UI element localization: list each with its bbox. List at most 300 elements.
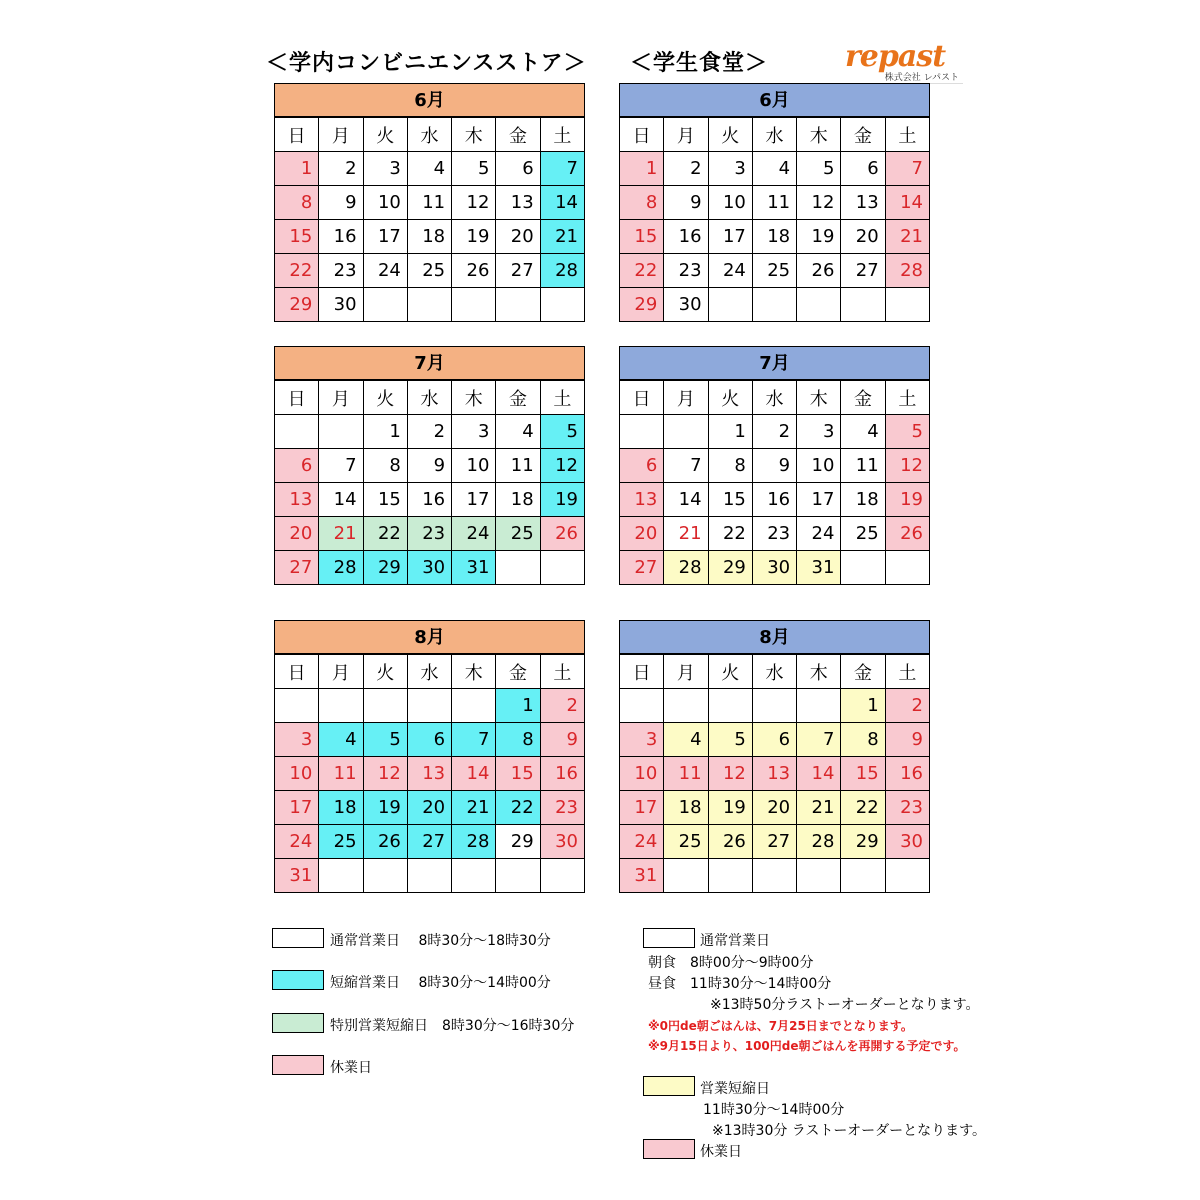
day-cell: 7 bbox=[797, 723, 841, 757]
day-cell: 9 bbox=[319, 186, 363, 220]
empty-cell bbox=[885, 288, 929, 322]
day-cell: 17 bbox=[452, 483, 496, 517]
weekday-label: 月 bbox=[664, 655, 708, 689]
day-cell: 18 bbox=[664, 791, 708, 825]
week-row bbox=[620, 825, 930, 859]
day-cell: 4 bbox=[319, 723, 363, 757]
day-cell: 21 bbox=[885, 220, 929, 254]
weekday-row bbox=[620, 118, 930, 152]
day-cell: 16 bbox=[319, 220, 363, 254]
day-cell: 28 bbox=[452, 825, 496, 859]
day-cell: 31 bbox=[797, 551, 841, 585]
weekday-label: 金 bbox=[841, 118, 885, 152]
empty-cell bbox=[620, 689, 664, 723]
day-cell: 7 bbox=[540, 152, 584, 186]
weekday-label: 水 bbox=[752, 381, 796, 415]
empty-cell bbox=[452, 288, 496, 322]
month-header: 7月 bbox=[619, 346, 930, 380]
day-cell: 2 bbox=[752, 415, 796, 449]
weekday-label: 金 bbox=[496, 118, 540, 152]
weekday-label: 火 bbox=[708, 381, 752, 415]
day-cell: 27 bbox=[620, 551, 664, 585]
day-cell: 17 bbox=[275, 791, 319, 825]
calendar-grid bbox=[274, 380, 585, 585]
week-row bbox=[275, 791, 585, 825]
day-cell: 8 bbox=[275, 186, 319, 220]
day-cell: 13 bbox=[620, 483, 664, 517]
day-cell: 10 bbox=[275, 757, 319, 791]
day-cell: 29 bbox=[496, 825, 540, 859]
day-cell: 7 bbox=[452, 723, 496, 757]
weekday-label: 土 bbox=[885, 118, 929, 152]
empty-cell bbox=[708, 288, 752, 322]
empty-cell bbox=[363, 689, 407, 723]
day-cell: 23 bbox=[752, 517, 796, 551]
week-row bbox=[620, 757, 930, 791]
calendar-grid bbox=[619, 654, 930, 893]
day-cell: 29 bbox=[708, 551, 752, 585]
weekday-label: 火 bbox=[363, 381, 407, 415]
cafe-legend-swatch-closed bbox=[643, 1139, 695, 1159]
day-cell: 9 bbox=[540, 723, 584, 757]
weekday-label: 日 bbox=[620, 381, 664, 415]
week-row bbox=[275, 449, 585, 483]
weekday-row bbox=[620, 381, 930, 415]
day-cell: 1 bbox=[363, 415, 407, 449]
logo-wordmark: repast bbox=[845, 39, 946, 74]
day-cell: 1 bbox=[708, 415, 752, 449]
day-cell: 14 bbox=[319, 483, 363, 517]
day-cell: 30 bbox=[752, 551, 796, 585]
weekday-row bbox=[620, 655, 930, 689]
month-header: 6月 bbox=[619, 83, 930, 117]
store-june-calendar bbox=[274, 83, 585, 322]
day-cell: 21 bbox=[319, 517, 363, 551]
day-cell: 17 bbox=[708, 220, 752, 254]
empty-cell bbox=[797, 689, 841, 723]
empty-cell bbox=[708, 689, 752, 723]
day-cell: 27 bbox=[275, 551, 319, 585]
day-cell: 21 bbox=[452, 791, 496, 825]
empty-cell bbox=[407, 689, 451, 723]
logo-subtext: 株式会社 レパスト bbox=[884, 73, 959, 83]
empty-cell bbox=[407, 288, 451, 322]
day-cell: 15 bbox=[275, 220, 319, 254]
day-cell: 25 bbox=[841, 517, 885, 551]
day-cell: 24 bbox=[452, 517, 496, 551]
weekday-label: 水 bbox=[407, 655, 451, 689]
week-row bbox=[620, 415, 930, 449]
day-cell: 9 bbox=[752, 449, 796, 483]
week-row bbox=[275, 689, 585, 723]
day-cell: 5 bbox=[452, 152, 496, 186]
empty-cell bbox=[797, 288, 841, 322]
day-cell: 15 bbox=[841, 757, 885, 791]
day-cell: 1 bbox=[496, 689, 540, 723]
day-cell: 12 bbox=[452, 186, 496, 220]
legend-swatch-normal bbox=[272, 928, 324, 948]
day-cell: 2 bbox=[319, 152, 363, 186]
day-cell: 29 bbox=[275, 288, 319, 322]
cafe-red-note-2: ※9月15日より、100円de朝ごはんを再開する予定です。 bbox=[648, 1039, 966, 1053]
month-header: 8月 bbox=[619, 620, 930, 654]
week-row bbox=[620, 483, 930, 517]
day-cell: 16 bbox=[752, 483, 796, 517]
week-row bbox=[620, 689, 930, 723]
day-cell: 11 bbox=[407, 186, 451, 220]
day-cell: 10 bbox=[708, 186, 752, 220]
empty-cell bbox=[319, 689, 363, 723]
weekday-label: 日 bbox=[620, 118, 664, 152]
day-cell: 22 bbox=[841, 791, 885, 825]
day-cell: 3 bbox=[452, 415, 496, 449]
day-cell: 26 bbox=[708, 825, 752, 859]
month-header: 7月 bbox=[274, 346, 585, 380]
day-cell: 8 bbox=[363, 449, 407, 483]
weekday-label: 木 bbox=[452, 118, 496, 152]
day-cell: 15 bbox=[363, 483, 407, 517]
day-cell: 9 bbox=[407, 449, 451, 483]
day-cell: 21 bbox=[664, 517, 708, 551]
day-cell: 25 bbox=[407, 254, 451, 288]
day-cell: 6 bbox=[620, 449, 664, 483]
day-cell: 11 bbox=[664, 757, 708, 791]
day-cell: 29 bbox=[841, 825, 885, 859]
empty-cell bbox=[752, 689, 796, 723]
day-cell: 27 bbox=[752, 825, 796, 859]
day-cell: 19 bbox=[708, 791, 752, 825]
day-cell: 13 bbox=[752, 757, 796, 791]
day-cell: 4 bbox=[841, 415, 885, 449]
day-cell: 23 bbox=[407, 517, 451, 551]
weekday-label: 月 bbox=[319, 655, 363, 689]
day-cell: 23 bbox=[540, 791, 584, 825]
day-cell: 16 bbox=[407, 483, 451, 517]
day-cell: 4 bbox=[496, 415, 540, 449]
day-cell: 18 bbox=[407, 220, 451, 254]
day-cell: 30 bbox=[540, 825, 584, 859]
store-section-title: ＜学内コンビニエンスストア＞ bbox=[266, 51, 587, 76]
day-cell: 13 bbox=[407, 757, 451, 791]
day-cell: 17 bbox=[620, 791, 664, 825]
day-cell: 12 bbox=[885, 449, 929, 483]
day-cell: 8 bbox=[708, 449, 752, 483]
day-cell: 28 bbox=[797, 825, 841, 859]
day-cell: 8 bbox=[841, 723, 885, 757]
cafe-short-note: ※13時30分 ラストーオーダーとなります。 bbox=[712, 1123, 986, 1139]
day-cell: 10 bbox=[363, 186, 407, 220]
day-cell: 6 bbox=[275, 449, 319, 483]
day-cell: 22 bbox=[620, 254, 664, 288]
day-cell: 15 bbox=[708, 483, 752, 517]
day-cell: 20 bbox=[407, 791, 451, 825]
day-cell: 14 bbox=[452, 757, 496, 791]
day-cell: 26 bbox=[452, 254, 496, 288]
legend-normal-text: 通常営業日 8時30分～18時30分 bbox=[330, 933, 551, 949]
day-cell: 25 bbox=[664, 825, 708, 859]
day-cell: 18 bbox=[841, 483, 885, 517]
empty-cell bbox=[708, 859, 752, 893]
day-cell: 5 bbox=[885, 415, 929, 449]
repast-logo bbox=[845, 39, 963, 84]
week-row bbox=[275, 186, 585, 220]
empty-cell bbox=[664, 859, 708, 893]
empty-cell bbox=[363, 288, 407, 322]
week-row bbox=[275, 152, 585, 186]
day-cell: 12 bbox=[708, 757, 752, 791]
day-cell: 17 bbox=[797, 483, 841, 517]
store-august-calendar bbox=[274, 620, 585, 893]
empty-cell bbox=[275, 689, 319, 723]
day-cell: 26 bbox=[540, 517, 584, 551]
day-cell: 19 bbox=[540, 483, 584, 517]
day-cell: 20 bbox=[620, 517, 664, 551]
cafe-short-hours: 11時30分～14時00分 bbox=[703, 1102, 845, 1118]
weekday-row bbox=[275, 381, 585, 415]
day-cell: 27 bbox=[407, 825, 451, 859]
cafeteria-july-calendar bbox=[619, 346, 930, 585]
day-cell: 18 bbox=[319, 791, 363, 825]
empty-cell bbox=[540, 288, 584, 322]
day-cell: 5 bbox=[797, 152, 841, 186]
day-cell: 30 bbox=[319, 288, 363, 322]
week-row bbox=[275, 254, 585, 288]
empty-cell bbox=[620, 415, 664, 449]
legend-closed-text: 休業日 bbox=[330, 1060, 372, 1076]
empty-cell bbox=[452, 689, 496, 723]
day-cell: 6 bbox=[752, 723, 796, 757]
day-cell: 20 bbox=[841, 220, 885, 254]
day-cell: 28 bbox=[885, 254, 929, 288]
day-cell: 2 bbox=[664, 152, 708, 186]
weekday-label: 日 bbox=[620, 655, 664, 689]
weekday-label: 金 bbox=[496, 381, 540, 415]
day-cell: 13 bbox=[496, 186, 540, 220]
day-cell: 23 bbox=[319, 254, 363, 288]
day-cell: 29 bbox=[620, 288, 664, 322]
cafe-lunch-hours: 昼食 11時30分～14時00分 bbox=[648, 976, 832, 992]
day-cell: 13 bbox=[275, 483, 319, 517]
day-cell: 24 bbox=[275, 825, 319, 859]
weekday-label: 土 bbox=[540, 655, 584, 689]
weekday-label: 木 bbox=[797, 381, 841, 415]
legend-swatch-closed bbox=[272, 1055, 324, 1075]
weekday-label: 木 bbox=[797, 655, 841, 689]
day-cell: 1 bbox=[275, 152, 319, 186]
empty-cell bbox=[496, 551, 540, 585]
day-cell: 4 bbox=[752, 152, 796, 186]
day-cell: 17 bbox=[363, 220, 407, 254]
empty-cell bbox=[407, 859, 451, 893]
day-cell: 9 bbox=[664, 186, 708, 220]
empty-cell bbox=[363, 859, 407, 893]
day-cell: 19 bbox=[363, 791, 407, 825]
day-cell: 6 bbox=[407, 723, 451, 757]
day-cell: 30 bbox=[885, 825, 929, 859]
week-row bbox=[620, 517, 930, 551]
day-cell: 14 bbox=[664, 483, 708, 517]
day-cell: 16 bbox=[664, 220, 708, 254]
weekday-row bbox=[275, 655, 585, 689]
day-cell: 21 bbox=[540, 220, 584, 254]
empty-cell bbox=[540, 859, 584, 893]
month-header: 6月 bbox=[274, 83, 585, 117]
week-row bbox=[275, 517, 585, 551]
empty-cell bbox=[540, 551, 584, 585]
week-row bbox=[275, 551, 585, 585]
day-cell: 16 bbox=[540, 757, 584, 791]
empty-cell bbox=[841, 288, 885, 322]
weekday-label: 水 bbox=[752, 118, 796, 152]
empty-cell bbox=[496, 859, 540, 893]
cafe-legend-short-text: 営業短縮日 bbox=[700, 1081, 770, 1097]
day-cell: 4 bbox=[664, 723, 708, 757]
day-cell: 23 bbox=[885, 791, 929, 825]
weekday-label: 水 bbox=[407, 381, 451, 415]
weekday-label: 日 bbox=[275, 655, 319, 689]
weekday-label: 金 bbox=[841, 655, 885, 689]
cafe-legend-normal-text: 通常営業日 bbox=[700, 933, 770, 949]
calendar-grid bbox=[619, 117, 930, 322]
calendar-grid bbox=[619, 380, 930, 585]
weekday-label: 木 bbox=[452, 655, 496, 689]
day-cell: 2 bbox=[407, 415, 451, 449]
week-row bbox=[275, 415, 585, 449]
week-row bbox=[275, 288, 585, 322]
month-header: 8月 bbox=[274, 620, 585, 654]
day-cell: 30 bbox=[407, 551, 451, 585]
week-row bbox=[620, 220, 930, 254]
cafe-legend-swatch-normal bbox=[643, 928, 695, 948]
weekday-label: 火 bbox=[708, 655, 752, 689]
empty-cell bbox=[885, 859, 929, 893]
day-cell: 12 bbox=[363, 757, 407, 791]
cafeteria-june-calendar bbox=[619, 83, 930, 322]
day-cell: 12 bbox=[540, 449, 584, 483]
empty-cell bbox=[275, 415, 319, 449]
weekday-label: 日 bbox=[275, 381, 319, 415]
weekday-label: 水 bbox=[752, 655, 796, 689]
weekday-label: 木 bbox=[797, 118, 841, 152]
day-cell: 8 bbox=[620, 186, 664, 220]
day-cell: 19 bbox=[797, 220, 841, 254]
week-row bbox=[275, 220, 585, 254]
cafe-legend-swatch-short bbox=[643, 1076, 695, 1096]
day-cell: 3 bbox=[797, 415, 841, 449]
day-cell: 3 bbox=[363, 152, 407, 186]
empty-cell bbox=[664, 689, 708, 723]
legend-short-text: 短縮営業日 8時30分～14時00分 bbox=[330, 975, 551, 991]
weekday-label: 日 bbox=[275, 118, 319, 152]
legend-swatch-short bbox=[272, 970, 324, 990]
day-cell: 10 bbox=[797, 449, 841, 483]
day-cell: 18 bbox=[752, 220, 796, 254]
day-cell: 11 bbox=[841, 449, 885, 483]
empty-cell bbox=[752, 859, 796, 893]
week-row bbox=[275, 757, 585, 791]
legend-special-text: 特別営業短縮日 8時30分～16時30分 bbox=[330, 1018, 575, 1034]
day-cell: 20 bbox=[275, 517, 319, 551]
day-cell: 5 bbox=[540, 415, 584, 449]
day-cell: 18 bbox=[496, 483, 540, 517]
weekday-label: 土 bbox=[885, 655, 929, 689]
empty-cell bbox=[496, 288, 540, 322]
empty-cell bbox=[319, 859, 363, 893]
day-cell: 13 bbox=[841, 186, 885, 220]
day-cell: 15 bbox=[496, 757, 540, 791]
empty-cell bbox=[664, 415, 708, 449]
day-cell: 1 bbox=[841, 689, 885, 723]
day-cell: 27 bbox=[841, 254, 885, 288]
day-cell: 20 bbox=[752, 791, 796, 825]
weekday-label: 月 bbox=[319, 381, 363, 415]
day-cell: 16 bbox=[885, 757, 929, 791]
day-cell: 3 bbox=[275, 723, 319, 757]
week-row bbox=[620, 723, 930, 757]
day-cell: 11 bbox=[496, 449, 540, 483]
day-cell: 7 bbox=[319, 449, 363, 483]
day-cell: 31 bbox=[275, 859, 319, 893]
day-cell: 21 bbox=[797, 791, 841, 825]
day-cell: 22 bbox=[363, 517, 407, 551]
day-cell: 2 bbox=[540, 689, 584, 723]
day-cell: 27 bbox=[496, 254, 540, 288]
day-cell: 12 bbox=[797, 186, 841, 220]
day-cell: 19 bbox=[885, 483, 929, 517]
weekday-label: 土 bbox=[540, 381, 584, 415]
cafeteria-section-title: ＜学生食堂＞ bbox=[630, 51, 769, 76]
day-cell: 11 bbox=[319, 757, 363, 791]
day-cell: 24 bbox=[363, 254, 407, 288]
weekday-label: 土 bbox=[885, 381, 929, 415]
week-row bbox=[275, 483, 585, 517]
cafeteria-august-calendar bbox=[619, 620, 930, 893]
empty-cell bbox=[797, 859, 841, 893]
week-row bbox=[620, 449, 930, 483]
day-cell: 30 bbox=[664, 288, 708, 322]
day-cell: 24 bbox=[620, 825, 664, 859]
weekday-label: 火 bbox=[363, 655, 407, 689]
legend-swatch-special bbox=[272, 1013, 324, 1033]
day-cell: 22 bbox=[708, 517, 752, 551]
day-cell: 8 bbox=[496, 723, 540, 757]
day-cell: 28 bbox=[319, 551, 363, 585]
weekday-label: 水 bbox=[407, 118, 451, 152]
day-cell: 22 bbox=[275, 254, 319, 288]
day-cell: 7 bbox=[664, 449, 708, 483]
weekday-label: 火 bbox=[708, 118, 752, 152]
day-cell: 25 bbox=[319, 825, 363, 859]
week-row bbox=[275, 723, 585, 757]
day-cell: 31 bbox=[620, 859, 664, 893]
calendar-grid bbox=[274, 654, 585, 893]
day-cell: 5 bbox=[708, 723, 752, 757]
week-row bbox=[275, 825, 585, 859]
cafe-lunch-note: ※13時50分ラストーオーダーとなります。 bbox=[710, 997, 980, 1013]
day-cell: 26 bbox=[797, 254, 841, 288]
day-cell: 9 bbox=[885, 723, 929, 757]
day-cell: 26 bbox=[363, 825, 407, 859]
empty-cell bbox=[885, 551, 929, 585]
weekday-label: 金 bbox=[841, 381, 885, 415]
weekday-label: 火 bbox=[363, 118, 407, 152]
weekday-row bbox=[275, 118, 585, 152]
week-row bbox=[620, 791, 930, 825]
day-cell: 3 bbox=[708, 152, 752, 186]
day-cell: 6 bbox=[841, 152, 885, 186]
cafe-legend-closed-text: 休業日 bbox=[700, 1144, 742, 1160]
day-cell: 2 bbox=[885, 689, 929, 723]
